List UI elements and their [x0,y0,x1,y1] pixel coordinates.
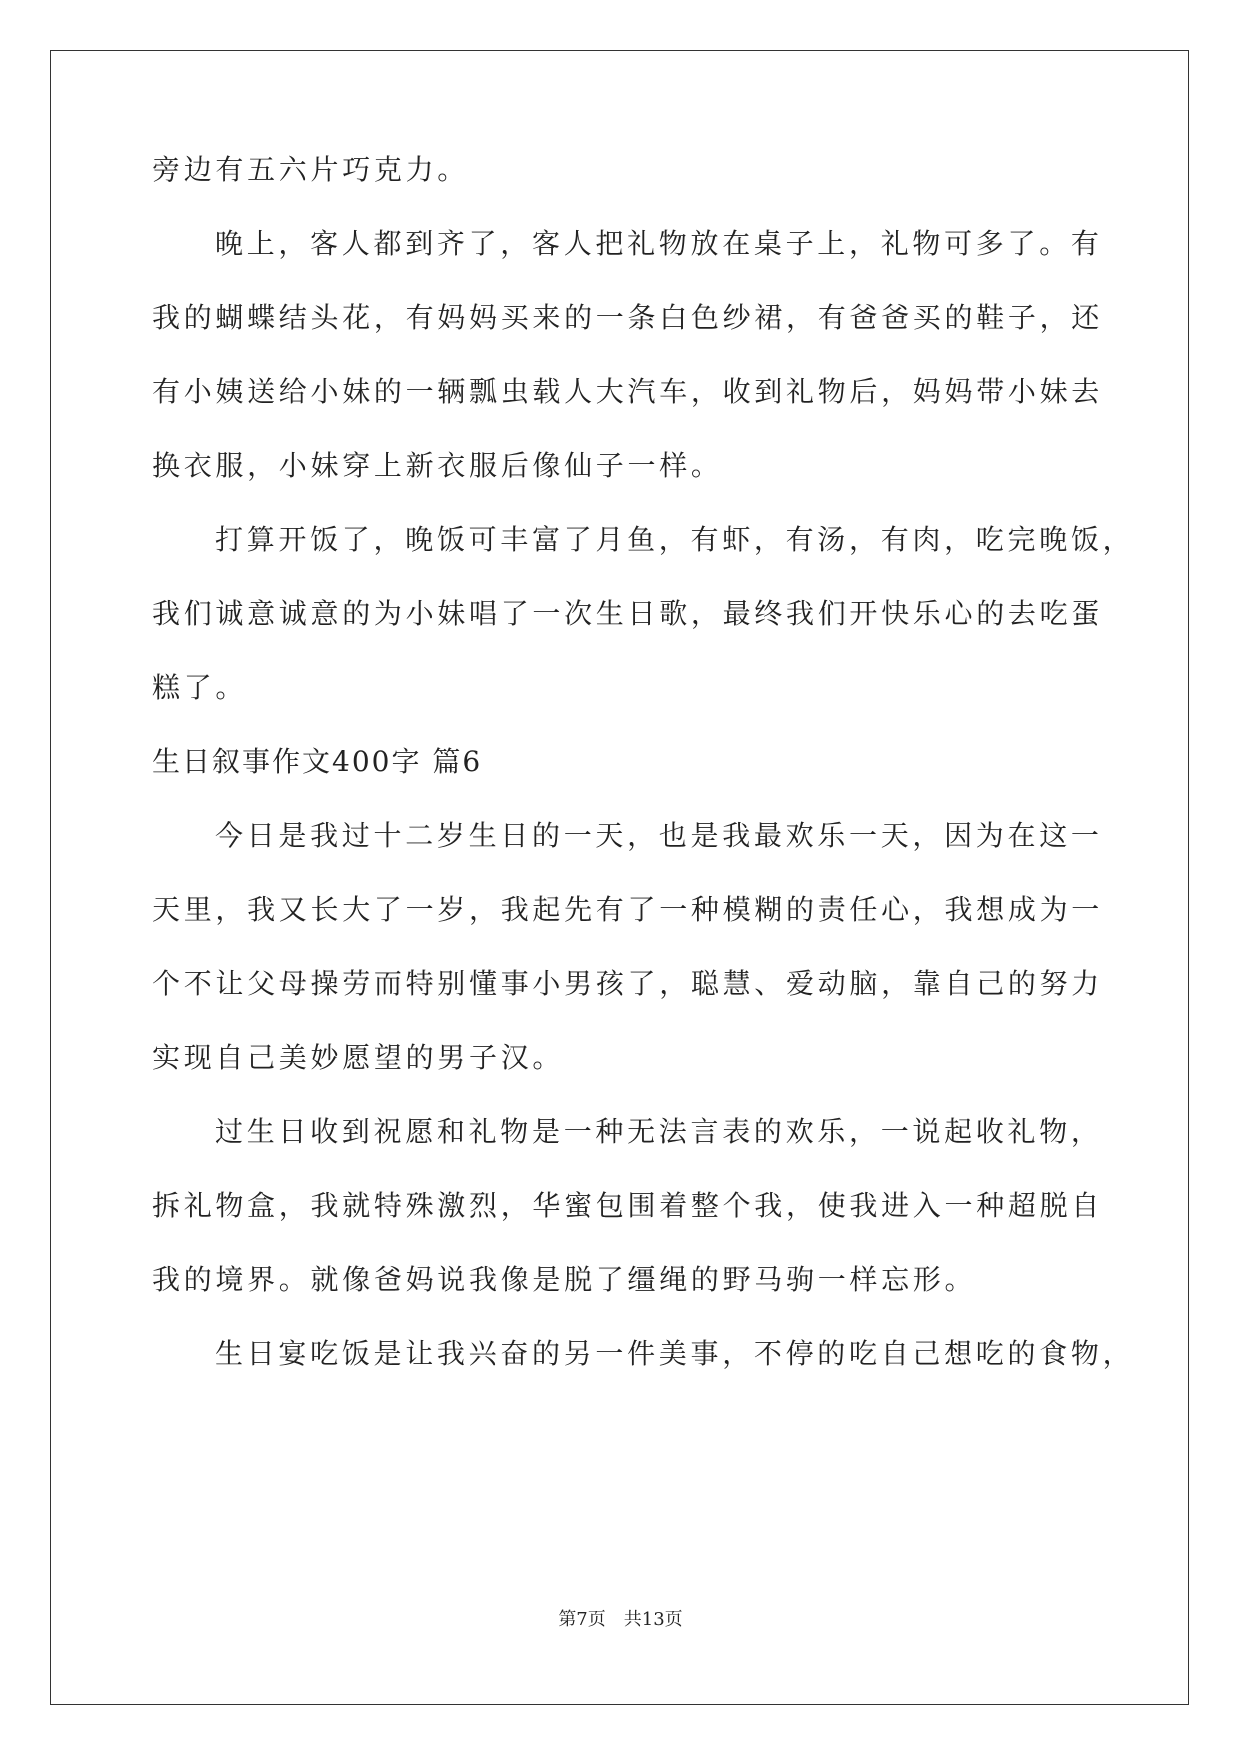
paragraph-first-line: 过生日收到祝愿和礼物是一种无法言表的欢乐，一说起收礼物， [215,1115,1103,1148]
section-heading: 生日叙事作文400字 篇6 [152,745,483,778]
page-indicator: 第7页 共13页 [558,1609,683,1630]
text-line: 天里，我又长大了一岁，我起先有了一种模糊的责任心，我想成为一 [152,893,1104,926]
text-line: 我的蝴蝶结头花，有妈妈买来的一条白色纱裙，有爸爸买的鞋子，还 [152,301,1104,334]
text-line: 旁边有五六片巧克力。 [152,153,470,186]
text-line: 我的境界。就像爸妈说我像是脱了缰绳的野马驹一样忘形。 [152,1263,977,1296]
paragraph-first-line: 生日宴吃饭是让我兴奋的另一件美事，不停的吃自己想吃的食物， [215,1337,1135,1370]
text-line: 我们诚意诚意的为小妹唱了一次生日歌，最终我们开快乐心的去吃蛋 [152,597,1104,630]
text-line: 个不让父母操劳而特别懂事小男孩了，聪慧、爱动脑，靠自己的努力 [152,967,1104,1000]
text-line: 糕了。 [152,671,248,704]
text-line: 有小姨送给小妹的一辆瓢虫载人大汽车，收到礼物后，妈妈带小妹去 [152,375,1104,408]
paragraph-first-line: 今日是我过十二岁生日的一天，也是我最欢乐一天，因为在这一 [215,819,1103,852]
text-line: 换衣服，小妹穿上新衣服后像仙子一样。 [152,449,723,482]
paragraph-first-line: 晚上，客人都到齐了，客人把礼物放在桌子上，礼物可多了。有 [215,227,1103,260]
text-line: 实现自己美妙愿望的男子汉。 [152,1041,565,1074]
text-line: 拆礼物盒，我就特殊激烈，华蜜包围着整个我，使我进入一种超脱自 [152,1189,1104,1222]
paragraph-first-line: 打算开饭了，晚饭可丰富了月鱼，有虾，有汤，有肉，吃完晚饭， [215,523,1135,556]
